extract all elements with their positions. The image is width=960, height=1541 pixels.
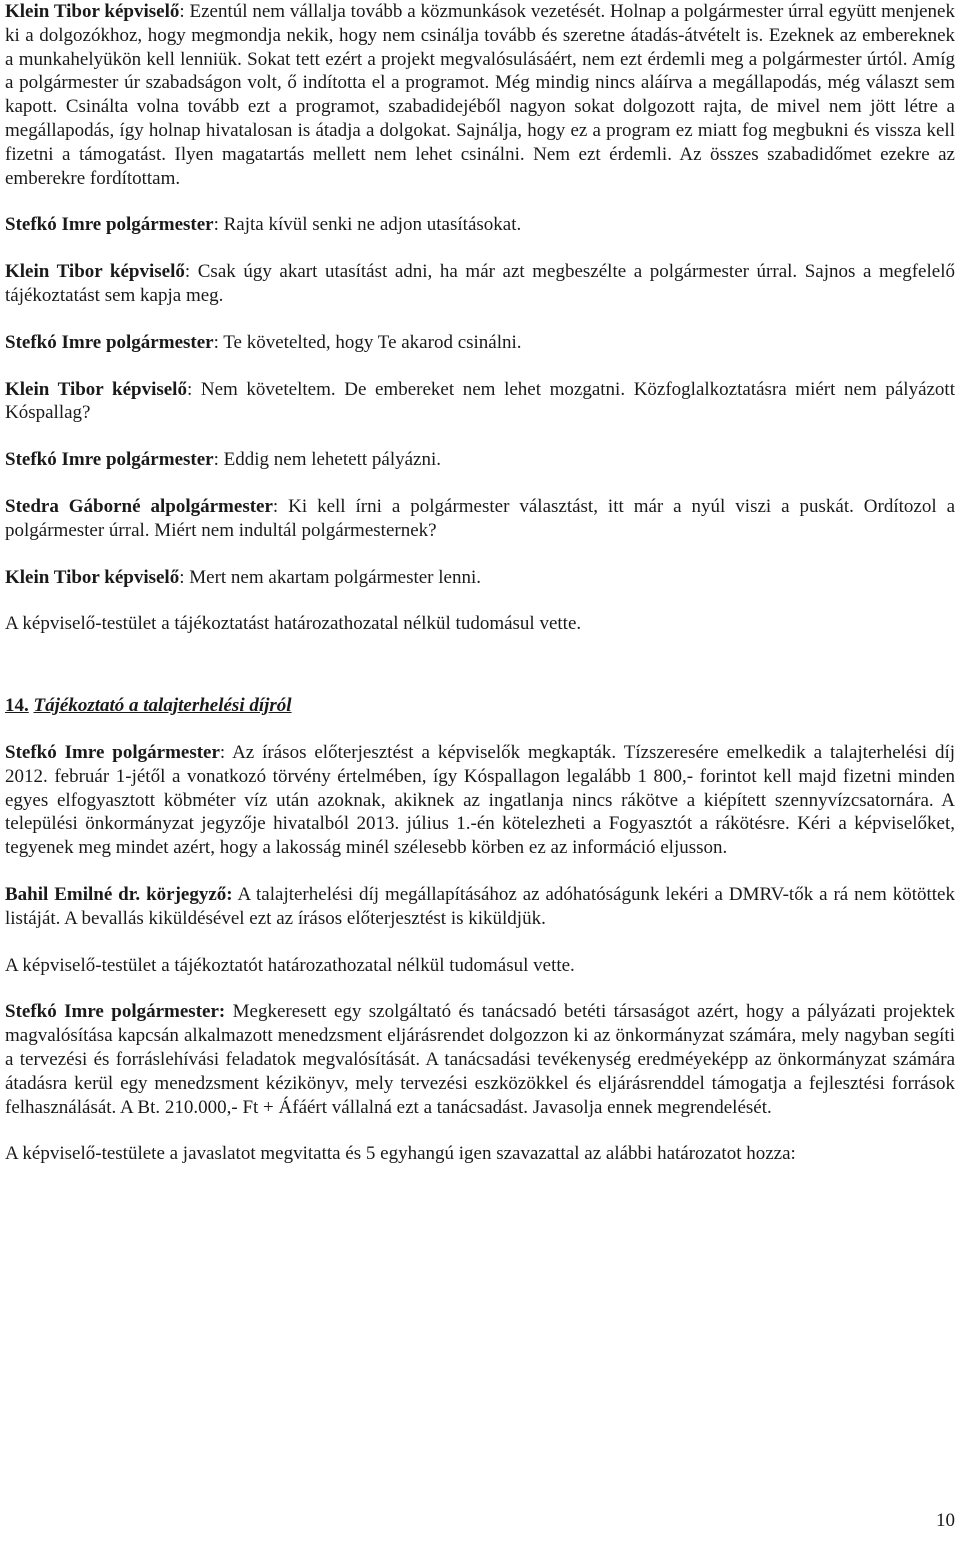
speaker-name: Klein Tibor képviselő bbox=[5, 566, 180, 588]
speaker-name: Klein Tibor képviselő bbox=[5, 378, 187, 400]
speech-text: : Mert nem akartam polgármester lenni. bbox=[179, 566, 482, 588]
speech-text: : Az írásos előterjesztést a képviselők megkapták. Tízszeresére emelkedik a talajterhelési díj 2012. február 1-jétől a vonatkozó törvény értelmében, így Kóspallagon legalább 1 800,- forintot kell majd fizetni minden egyes elfogyasztott köbméter víz után azoknak, akiknek az ingatlanja nincs rákötve a kiépített szennyvízcsatornára. A települési önkormányzat jegyzője hivatalból 2013. július 1.-én kötelezheti a Fogyasztót a rákötésre. Kéri a képviselőket, tegyenek meg mindet azért, hogy a lakosság minél szélesebb körben ez az információ eljusson. bbox=[5, 741, 955, 859]
resolution-intro bbox=[5, 1142, 955, 1166]
section-title: Tájékoztató a talajterhelési díjról bbox=[33, 695, 292, 717]
note-text: A képviselő-testülete a javaslatot megvitatta és 5 egyhangú igen szavazattal az alábbi határozatot hozza: bbox=[5, 1143, 796, 1165]
speech-text: : Nem követeltem. De embereket nem lehet mozgatni. Közfoglalkoztatásra miért nem pályázott Kóspallag? bbox=[5, 378, 955, 424]
speech-text: A talajterhelési díj megállapításához az adóhatóságunk lekéri a DMRV-tők a rá nem kötöttek listáját. A bevallás kiküldésével ezt az írásos előterjesztést is kiküldjük. bbox=[5, 883, 955, 929]
speaker-name: Stefkó Imre polgármester bbox=[5, 331, 214, 353]
section-number: 14. bbox=[5, 695, 29, 717]
paragraph-stefko-3 bbox=[5, 448, 955, 472]
speech-text: : Eddig nem lehetett pályázni. bbox=[213, 449, 441, 471]
paragraph-stedra-1 bbox=[5, 495, 955, 543]
speaker-name: Klein Tibor képviselő bbox=[5, 1, 180, 22]
speaker-name: Stefkó Imre polgármester: bbox=[5, 1001, 226, 1023]
speech-text: : Csak úgy akart utasítást adni, ha már azt megbeszélte a polgármester úrral. Sajnos a megfelelő tájékoztatást sem kapja meg. bbox=[5, 261, 955, 306]
speech-text: : Te követelted, hogy Te akarod csinálni. bbox=[213, 331, 522, 353]
document-page bbox=[5, 0, 955, 1166]
speaker-name: Stedra Gáborné alpolgármester bbox=[5, 495, 273, 517]
paragraph-klein-1 bbox=[5, 0, 955, 190]
resolution-note bbox=[5, 612, 955, 636]
paragraph-klein-2 bbox=[5, 260, 955, 308]
paragraph-stefko-1 bbox=[5, 213, 955, 237]
speech-text: : Ezentúl nem vállalja tovább a közmunkások vezetését. Holnap a polgármester úrral együtt menjenek ki a dolgozókhoz, hogy megmondja nekik, hogy nem csinálja tovább és szeretne átadás-átvételt is. Ezeknek az embereknek a munkahelyükön kell lenniük. Sokat tett ezért a projekt megvalósulásáért, nem ezt érdemli meg a polgármester úrtól. Amíg a polgármester úr szabadságon volt, ő indította el a programot. Még mindig nincs aláírva a megállapodás, még választ sem kapott. Csinálta volna tovább ezt a programot, szabadidejéből nagyon sokat dolgozott rajta, de mivel nem jött létre a megállapodás, így holnap hivatalosan is átadja a dolgokat. Sajnálja, hogy ez a program ez miatt fog megbukni és vissza kell fizetni a támogatást. Ilyen magatartás mellett nem lehet csinálni. Nem ezt érdemli. Az összes szabadidőmet ezekre az emberekre fordítottam. bbox=[5, 1, 955, 189]
speaker-name: Bahil Emilné dr. körjegyző: bbox=[5, 883, 233, 905]
note-text: A képviselő-testület a tájékoztatót határozathozatal nélkül tudomásul vette. bbox=[5, 954, 575, 976]
paragraph-bahil-1 bbox=[5, 883, 955, 931]
speaker-name: Stefkó Imre polgármester bbox=[5, 741, 220, 763]
speech-text: Megkeresett egy szolgáltató és tanácsadó betéti társaságot azért, hogy a pályázati projektek magvalósítása kapcsán alkalmazott menedzsment eljárásrendet dolgozzon ki az önkormányzat számára, mely nagyban segíti a tervezési és forráslehívási feladatok megvalósítását. A tanácsadási tevékenység eredméyeképp az önkormányzat számára átadásra kerül egy menedzsment kézikönyv, mely tervezési eszközökkel és eljárásrenddel támogatja a fejlesztési források felhasználását. A Bt. 210.000,- Ft + Áfáért vállalná ezt a tanácsadást. Javasolja ennek megrendelését. bbox=[5, 1001, 956, 1118]
paragraph-klein-4 bbox=[5, 566, 955, 590]
speech-text: : Rajta kívül senki ne adjon utasításokat. bbox=[213, 214, 522, 236]
speech-text: : Ki kell írni a polgármester választást, itt már a nyúl viszi a puskát. Ordítozol a polgármester úrral. Miért nem indultál polgármesternek? bbox=[5, 495, 955, 541]
section-heading bbox=[5, 694, 955, 718]
paragraph-stefko-5 bbox=[5, 1000, 955, 1119]
paragraph-stefko-4 bbox=[5, 741, 955, 860]
paragraph-stefko-2 bbox=[5, 331, 955, 355]
speaker-name: Stefkó Imre polgármester bbox=[5, 449, 214, 471]
resolution-note bbox=[5, 954, 955, 978]
paragraph-klein-3 bbox=[5, 378, 955, 426]
speaker-name: Klein Tibor képviselő bbox=[5, 261, 185, 283]
note-text: A képviselő-testület a tájékoztatást határozathozatal nélkül tudomásul vette. bbox=[5, 613, 582, 635]
page-number: 10 bbox=[936, 1510, 955, 1531]
speaker-name: Stefkó Imre polgármester bbox=[5, 214, 214, 236]
